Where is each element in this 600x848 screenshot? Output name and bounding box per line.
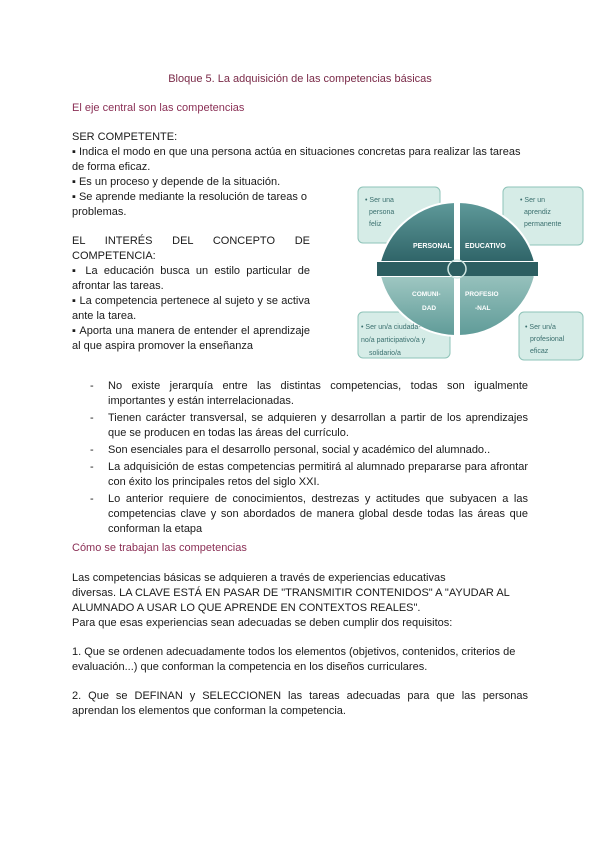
ser-bullet-2: ▪ Es un proceso y depende de la situación.	[72, 176, 281, 188]
ser-bullet-1-cont: de forma eficaz.	[72, 161, 151, 173]
concept-heading-cont: COMPETENCIA:	[72, 250, 156, 262]
dash-marker: -	[90, 461, 94, 473]
box-tl-line-1: • Ser una	[365, 197, 394, 204]
box-br-line-3: eficaz	[530, 348, 549, 355]
diagram-center-band	[377, 262, 538, 276]
ser-bullet-1: ▪ Indica el modo en que una persona actúa en situaciones concretas para realizar las tareas	[72, 146, 521, 158]
requirement-2: 2. Que se DEFINAN y SELECCIONEN las tareas adecuadas para que las personas	[72, 690, 528, 702]
concept-bullet-3-cont: al que aspira promover la enseñanza	[72, 340, 254, 352]
box-br-line-2: profesional	[530, 336, 565, 343]
concept-bullet-1: ▪ La educación busca un estilo particular de	[72, 265, 310, 277]
dash-marker: -	[90, 380, 94, 392]
box-bl-line-2: no/a participativo/a y	[361, 337, 426, 344]
ser-competente-heading: SER COMPETENTE:	[72, 131, 178, 143]
characteristics-list	[90, 379, 528, 539]
section-heading-competencias: El eje central son las competencias	[72, 102, 245, 114]
concept-bullet-3: ▪ Aporta una manera de entender el aprendizaje	[72, 325, 310, 337]
label-educativo: EDUCATIVO	[465, 243, 506, 250]
label-comunidad-1: COMUNI-	[412, 291, 441, 298]
paragraph-line-4: Para que esas experiencias sean adecuadas se deben cumplir dos requisitos:	[72, 617, 453, 629]
requirement-1-cont: evaluación...) que conforman la competencia en los diseños curriculares.	[72, 661, 428, 673]
competency-diagram	[355, 184, 585, 362]
paragraph-line-3: ALUMNADO A USAR LO QUE APRENDE EN CONTEXTOS REALES".	[72, 602, 421, 614]
label-personal: PERSONAL	[413, 243, 452, 250]
label-profesional-2: -NAL	[475, 305, 491, 312]
box-bl-line-1: • Ser un/a ciudada-	[361, 324, 421, 331]
label-profesional-1: PROFESIO	[465, 291, 499, 298]
dash-marker: -	[90, 444, 94, 456]
dash-marker: -	[90, 493, 94, 505]
requirement-1: 1. Que se ordenen adecuadamente todos los elementos (objetivos, contenidos, criterios de	[72, 646, 516, 658]
ser-bullet-3-cont: problemas.	[72, 206, 127, 218]
box-tl-line-3: feliz	[369, 221, 382, 228]
label-comunidad-2: DAD	[422, 305, 437, 312]
box-tr-line-2: aprendiz	[524, 209, 551, 216]
ser-bullet-3: ▪ Se aprende mediante la resolución de tareas o	[72, 191, 308, 203]
list-item: - La adquisición de estas competencias permitirá al alumnado prepararse para afrontar con éxito los principales retos del siglo XXI.	[90, 461, 528, 488]
concept-bullet-2: ▪ La competencia pertenece al sujeto y se activa	[72, 295, 310, 307]
requirement-2-cont: aprendan los elementos que conforman la competencia.	[72, 705, 346, 717]
paragraph-line-2: diversas. LA CLAVE ESTÁ EN PASAR DE "TRANSMITIR CONTENIDOS" A "AYUDAR AL	[72, 587, 510, 599]
section-heading-como: Cómo se trabajan las competencias	[72, 542, 247, 554]
concept-heading: EL INTERÉS DEL CONCEPTO DE	[72, 235, 310, 247]
box-tl-line-2: persona	[369, 209, 395, 216]
paragraph-line-1: Las competencias básicas se adquieren a través de experiencias educativas	[72, 572, 446, 584]
concept-bullet-2-cont: ante la tarea.	[72, 310, 137, 322]
concept-bullet-1-cont: afrontar las tareas.	[72, 280, 164, 292]
box-tr-line-1: • Ser un	[520, 197, 546, 204]
list-item: - Tienen carácter transversal, se adquieren y desarrollan a partir de los aprendizajes que se producen en todas las áreas del currículo.	[90, 412, 528, 439]
dash-marker: -	[90, 412, 94, 424]
list-item: - No existe jerarquía entre las distintas competencias, todas son igualmente importantes y están interrelacionadas.	[90, 380, 528, 407]
list-item: - Son esenciales para el desarrollo personal, social y académico del alumnado..	[90, 444, 491, 456]
page-title: Bloque 5. La adquisición de las competencias básicas	[168, 73, 432, 85]
box-tr-line-3: permanente	[524, 221, 562, 228]
box-bl-line-3: solidario/a	[369, 350, 401, 357]
list-item: - Lo anterior requiere de conocimientos, destrezas y actitudes que subyacen a las competencias clave y son abordados de manera global desde todas las áreas que conforman la etapa	[90, 493, 528, 535]
box-br-line-1: • Ser un/a	[525, 324, 556, 331]
